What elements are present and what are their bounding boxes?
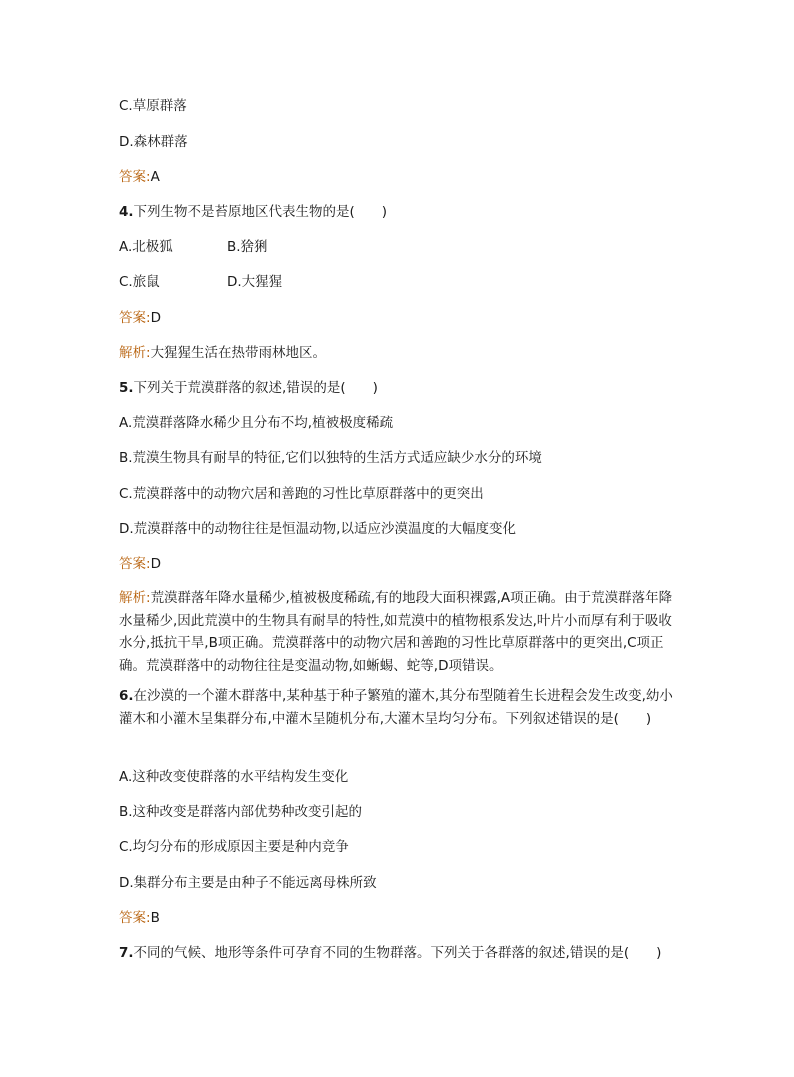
q4-option-c: C.旅鼠 <box>119 274 160 290</box>
q5-option-c: C.荒漠群落中的动物穴居和善跑的习性比草原群落中的更突出 <box>119 486 484 502</box>
question-number: 6. <box>119 688 134 704</box>
answer-value: D <box>150 556 161 572</box>
question-stem: 下列生物不是苔原地区代表生物的是( ) <box>133 204 388 220</box>
q4-answer <box>119 309 161 327</box>
question-stem: 不同的气候、地形等条件可孕育不同的生物群落。下列关于各群落的叙述,错误的是( ) <box>133 945 662 961</box>
q5-analysis <box>119 587 679 677</box>
q5-option-b: B.荒漠生物具有耐旱的特征,它们以独特的生活方式适应缺少水分的环境 <box>119 450 542 466</box>
q4-option-a: A.北极狐 <box>119 239 173 255</box>
q6-option-c: C.均匀分布的形成原因主要是种内竞争 <box>119 839 349 855</box>
q6-option-a: A.这种改变使群落的水平结构发生变化 <box>119 769 349 785</box>
q3-option-d: D.森林群落 <box>119 134 188 150</box>
q5-stem <box>119 379 378 397</box>
q3-option-c: C.草原群落 <box>119 98 187 114</box>
question-number: 4. <box>119 204 134 220</box>
answer-label: 答案: <box>119 910 151 926</box>
answer-value: A <box>150 169 160 185</box>
q5-answer <box>119 555 161 573</box>
question-number: 5. <box>119 380 134 396</box>
answer-label: 答案: <box>119 310 151 326</box>
analysis-label: 解析: <box>119 590 151 606</box>
q5-option-a: A.荒漠群落降水稀少且分布不均,植被极度稀疏 <box>119 415 394 431</box>
q7-stem <box>119 944 661 962</box>
q4-options-row-1 <box>119 238 268 256</box>
answer-label: 答案: <box>119 556 151 572</box>
analysis-text: 大猩猩生活在热带雨林地区。 <box>150 345 327 361</box>
q4-options-row-2 <box>119 273 283 291</box>
q6-option-b: B.这种改变是群落内部优势种改变引起的 <box>119 804 363 820</box>
q6-stem <box>119 685 679 730</box>
q4-option-b: B.猞猁 <box>227 239 268 255</box>
question-stem: 在沙漠的一个灌木群落中,某种基于种子繁殖的灌木,其分布型随着生长进程会发生改变,幼小灌木和小灌木呈集群分布,中灌木呈随机分布,大灌木呈均匀分布。下列叙述错误的是( ) <box>119 688 673 727</box>
answer-value: B <box>150 910 160 926</box>
analysis-text: 荒漠群落年降水量稀少,植被极度稀疏,有的地段大面积裸露,A项正确。由于荒漠群落年降水量稀少,因此荒漠中的生物具有耐旱的特性,如荒漠中的植物根系发达,叶片小而厚有利于吸收水分,抵抗干旱,B项正确。荒漠群落中的动物穴居和善跑的习性比草原群落中的更突出,C项正确。荒漠群落中的动物往往是变温动物,如蜥蜴、蛇等,D项错误。 <box>119 590 673 674</box>
q4-option-d: D.大猩猩 <box>227 274 283 290</box>
question-number: 7. <box>119 945 134 961</box>
answer-value: D <box>150 310 161 326</box>
q6-answer <box>119 909 160 927</box>
q4-analysis <box>119 344 326 362</box>
question-stem: 下列关于荒漠群落的叙述,错误的是( ) <box>133 380 378 396</box>
q5-option-d: D.荒漠群落中的动物往往是恒温动物,以适应沙漠温度的大幅度变化 <box>119 521 516 537</box>
q4-stem <box>119 203 387 221</box>
answer-label: 答案: <box>119 169 151 185</box>
q3-answer <box>119 168 160 186</box>
analysis-label: 解析: <box>119 345 151 361</box>
q6-option-d: D.集群分布主要是由种子不能远离母株所致 <box>119 875 377 891</box>
